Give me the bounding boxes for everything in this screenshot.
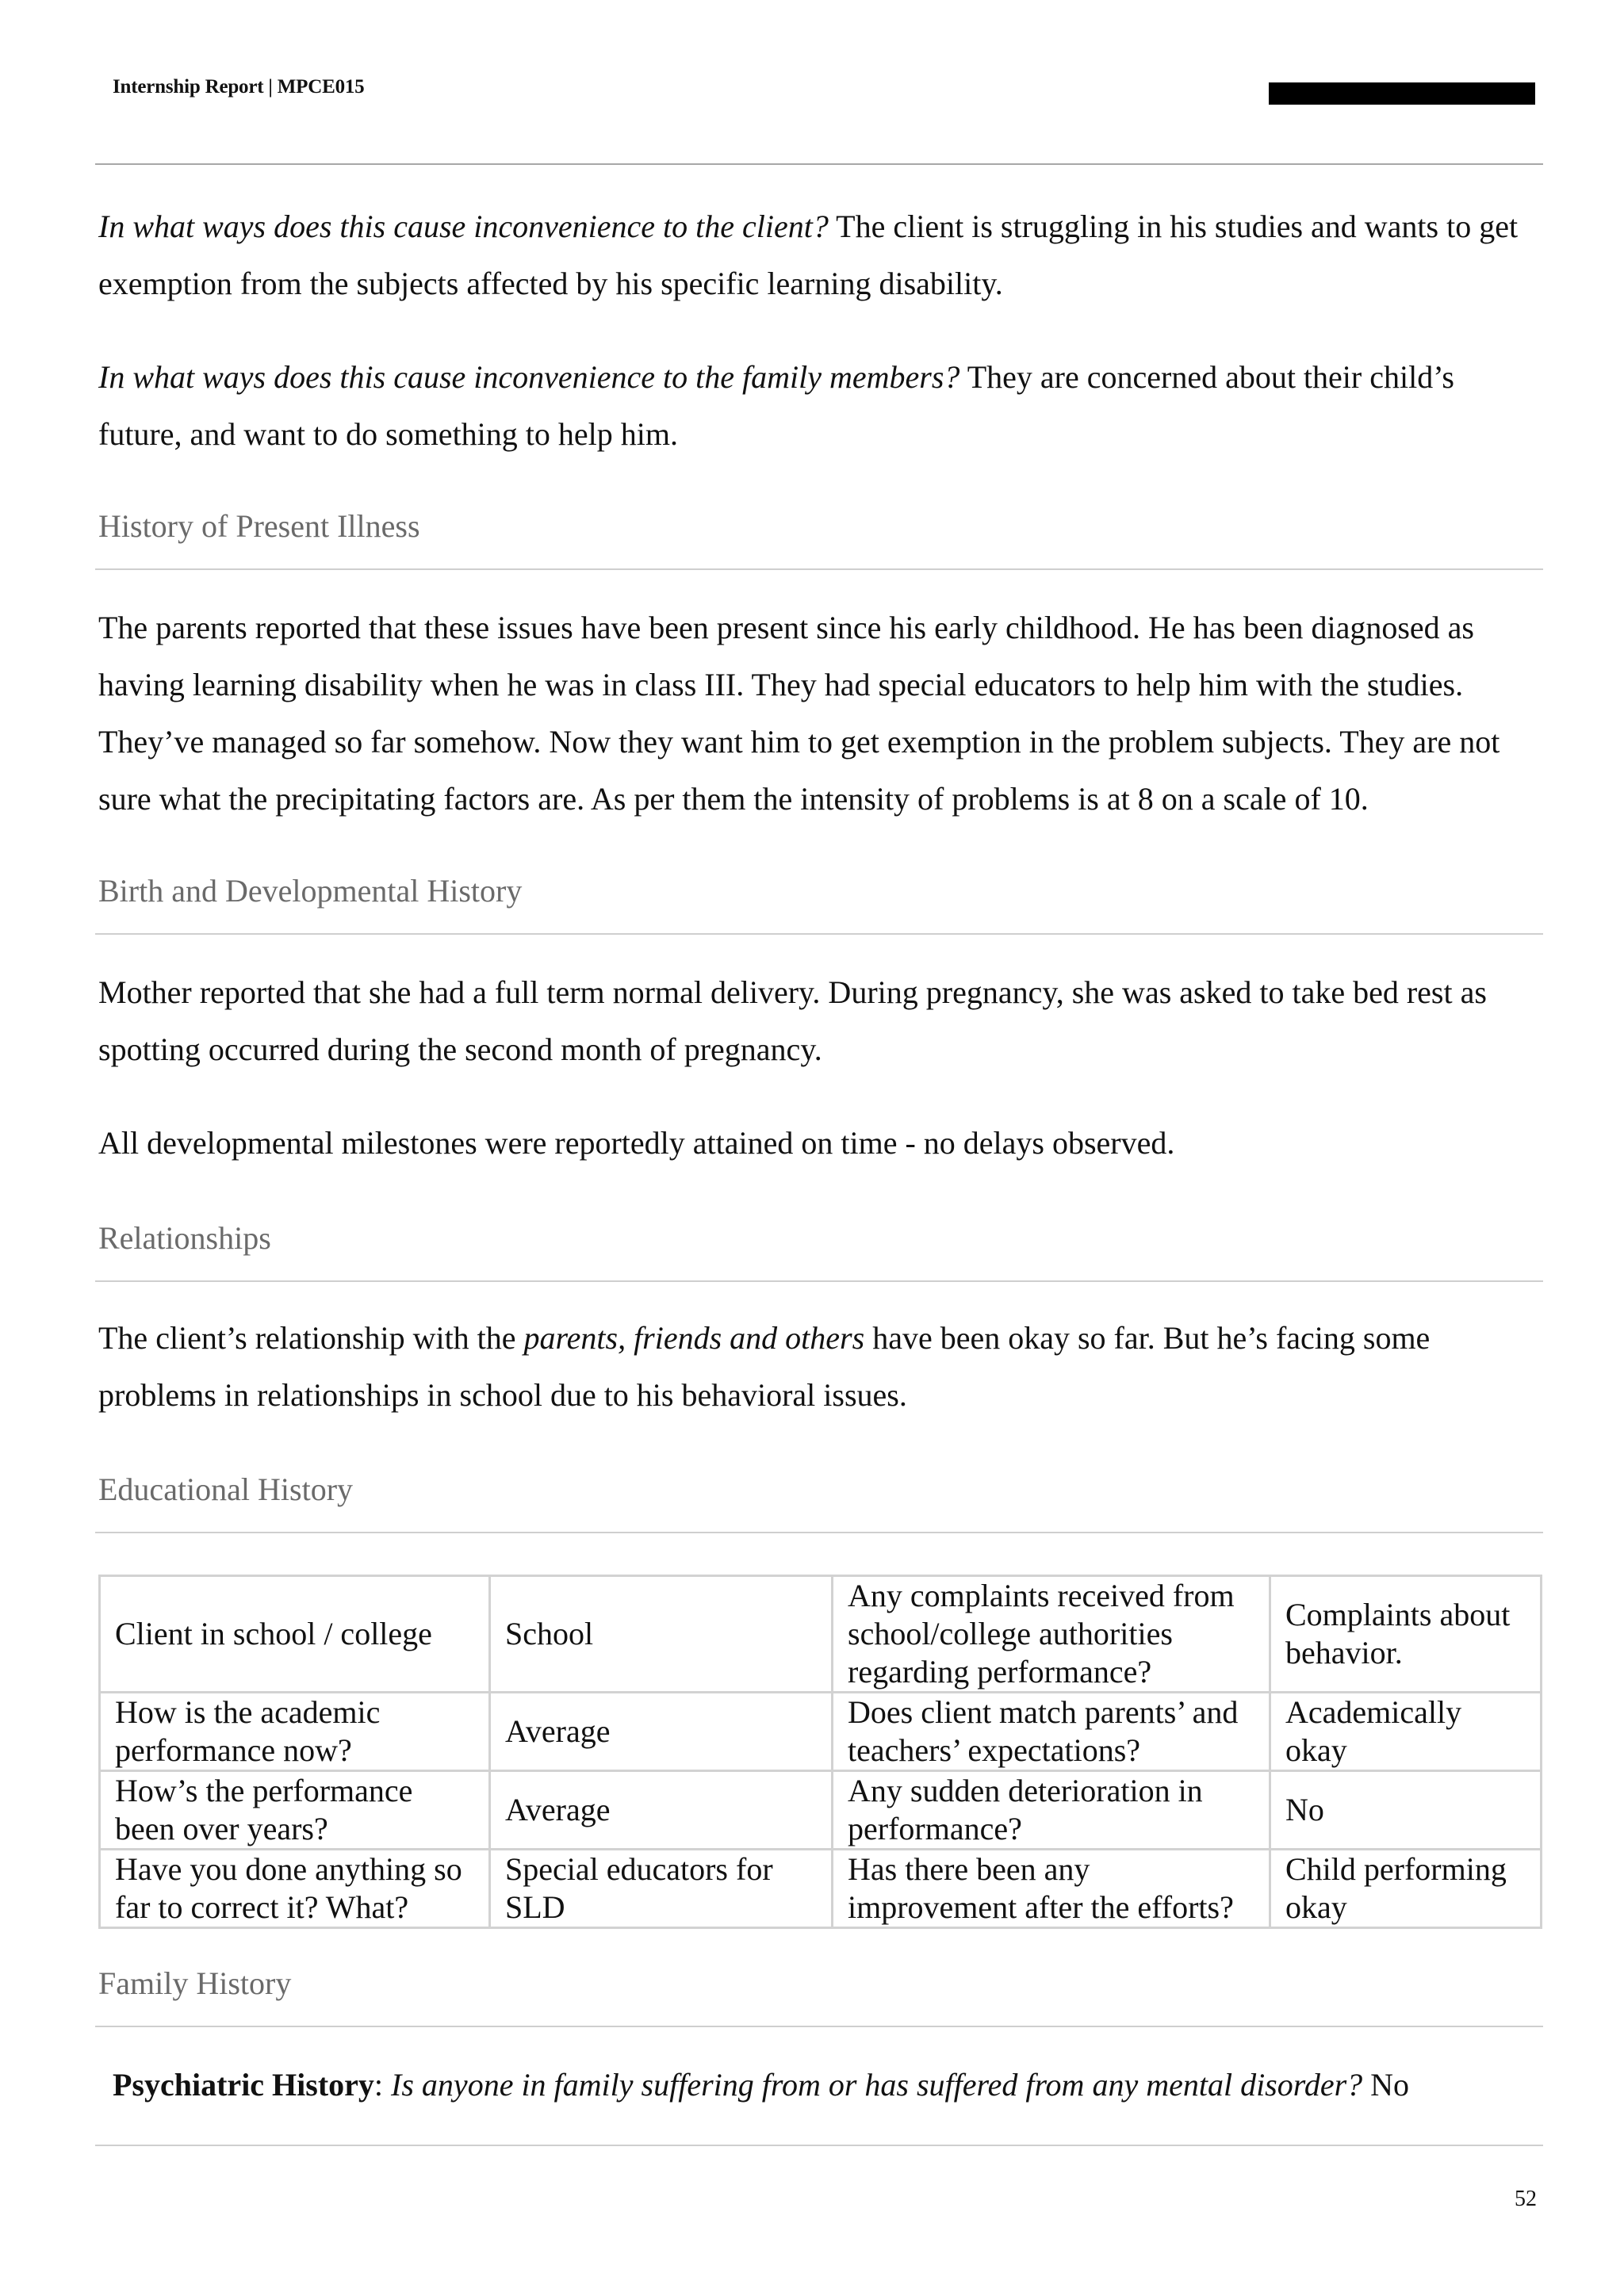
birth-development-divider <box>95 933 1543 935</box>
family-inconvenience-answer: They are concerned about their child’s future, and want to do something to help him. <box>98 359 1454 452</box>
relationships-text-before: The client’s relationship with the <box>98 1320 524 1356</box>
table-cell: Child performing okay <box>1270 1850 1542 1928</box>
family-inconvenience-question: In what ways does this cause inconvenience to the family members? <box>98 359 960 395</box>
psychiatric-history-colon: : <box>373 2067 392 2103</box>
table-cell: Has there been any improvement after the efforts? <box>833 1850 1270 1928</box>
family-inconvenience-paragraph <box>98 349 1542 463</box>
table-cell: Have you done anything so far to correct it? What? <box>100 1850 490 1928</box>
present-illness-text: The parents reported that these issues have been present since his early childhood. He has been diagnosed as having learning disability when he was in class III. They had special educators to help him with the studies. They’ve managed so far somehow. Now they want him to get exemption in the problem subjects. They are not sure what the precipitating factors are. As per them the intensity of problems is at 8 on a scale of 10. <box>98 610 1500 817</box>
relationships-text <box>98 1310 1542 1424</box>
table-cell: Any complaints received from school/college authorities regarding performance? <box>833 1576 1270 1693</box>
table-row <box>100 1850 1542 1928</box>
present-illness-divider <box>95 568 1543 570</box>
table-cell: Academically okay <box>1270 1693 1542 1771</box>
birth-development-text-1: Mother reported that she had a full term normal delivery. During pregnancy, she was asked to take bed rest as spotting occurred during the second month of pregnancy. <box>98 974 1487 1067</box>
table-cell: Does client match parents’ and teachers’ expectations? <box>833 1693 1270 1771</box>
psychiatric-history-line <box>113 2057 1556 2114</box>
birth-development-heading: Birth and Developmental History <box>98 873 523 909</box>
psychiatric-history-answer: No <box>1362 2067 1410 2103</box>
table-cell: Complaints about behavior. <box>1270 1576 1542 1693</box>
redaction-bar <box>1269 82 1535 105</box>
family-history-divider <box>95 2026 1543 2027</box>
family-history-heading: Family History <box>98 1965 292 2001</box>
report-header-title: Internship Report | MPCE015 <box>113 76 365 98</box>
table-cell: School <box>490 1576 833 1693</box>
psychiatric-history-question: Is anyone in family suffering from or has suffered from any mental disorder? <box>391 2067 1363 2103</box>
family-history-bottom-divider <box>95 2145 1543 2146</box>
page-number: 52 <box>1515 2187 1537 2211</box>
header-divider <box>95 163 1543 165</box>
client-inconvenience-question: In what ways does this cause inconvenience to the client? <box>98 209 829 244</box>
client-inconvenience-paragraph <box>98 198 1542 312</box>
educational-history-table <box>98 1575 1542 1929</box>
table-row <box>100 1693 1542 1771</box>
table-cell: Client in school / college <box>100 1576 490 1693</box>
table-cell: How’s the performance been over years? <box>100 1771 490 1850</box>
relationships-text-after: have been okay so far. But he’s facing some problems in relationships in school due to his behavioral issues. <box>98 1320 1431 1413</box>
birth-development-text-2: All developmental milestones were reportedly attained on time - no delays observed. <box>98 1125 1175 1161</box>
present-illness-heading: History of Present Illness <box>98 508 420 544</box>
table-cell: Special educators for SLD <box>490 1850 833 1928</box>
relationships-heading: Relationships <box>98 1220 271 1256</box>
table-cell: No <box>1270 1771 1542 1850</box>
table-row <box>100 1576 1542 1693</box>
relationships-text-italic: parents, friends and others <box>523 1320 865 1356</box>
psychiatric-history-label: Psychiatric History <box>113 2067 374 2103</box>
table-cell: Average <box>490 1693 833 1771</box>
table-row <box>100 1771 1542 1850</box>
relationships-divider <box>95 1280 1543 1282</box>
table-cell: How is the academic performance now? <box>100 1693 490 1771</box>
table-cell: Average <box>490 1771 833 1850</box>
table-cell: Any sudden deterioration in performance? <box>833 1771 1270 1850</box>
client-inconvenience-answer: The client is struggling in his studies and wants to get exemption from the subjects affected by his specific learning disability. <box>98 209 1519 301</box>
educational-heading: Educational History <box>98 1471 354 1507</box>
educational-divider <box>95 1532 1543 1533</box>
